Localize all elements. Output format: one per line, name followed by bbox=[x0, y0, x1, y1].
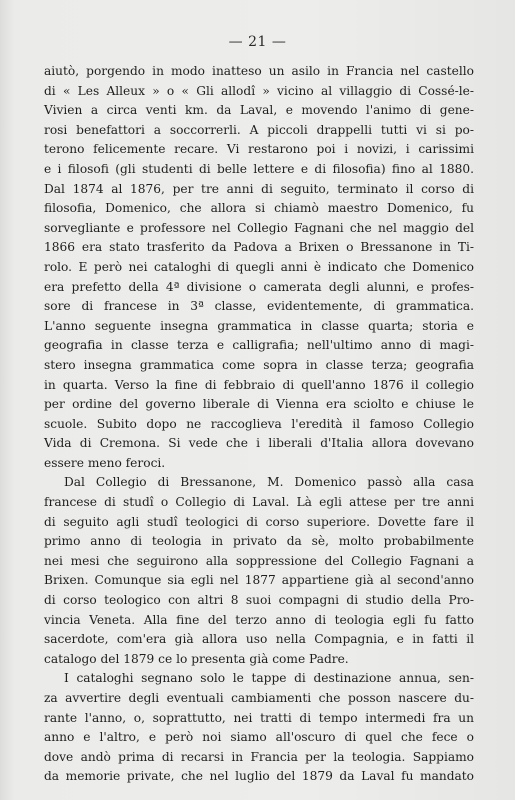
text-line: Vida di Cremona. Si vede che i liberali d'Italia allora dovevano bbox=[44, 436, 474, 451]
text-line: Brixen. Comunque sia egli nel 1877 appartiene già al second'anno bbox=[44, 573, 474, 588]
text-line: I cataloghi segnano solo le tappe di destinazione annua, sen- bbox=[64, 671, 474, 686]
page-number: — 21 — bbox=[228, 34, 287, 50]
text-line: stero insegna grammatica come sopra in classe terza; geografia bbox=[44, 357, 474, 372]
text-line: di corso teologico con altri 8 suoi compagni di studio della Pro- bbox=[44, 593, 474, 608]
text-line: Dal Collegio di Bressanone, M. Domenico passò alla casa bbox=[64, 475, 474, 490]
text-line: catalogo del 1879 ce lo presenta già come Padre. bbox=[44, 651, 349, 666]
text-line: terono felicemente recare. Vi restarono poi i novizi, i carissimi bbox=[44, 142, 474, 157]
text-line: Dal 1874 al 1876, per tre anni di seguito, terminato il corso di bbox=[44, 181, 474, 196]
text-line: e i filosofi (gli studenti di belle lettere e di filosofia) fino al 1880. bbox=[44, 161, 474, 176]
text-line: in quarta. Verso la fine di febbraio di quell'anno 1876 il collegio bbox=[44, 377, 474, 392]
text-line: scuole. Subito dopo ne raccoglieva l'eredità il famoso Collegio bbox=[44, 416, 474, 431]
paragraph-1 bbox=[44, 62, 474, 473]
text-line: era prefetto della 4ª divisione o camerata degli alunni, e profes- bbox=[44, 279, 474, 294]
text-line: rosi benefattori a soccorrerli. A piccoli drappelli tutti vi si po- bbox=[44, 122, 474, 137]
text-line: sorvegliante e professore nel Collegio Fagnani che nel maggio del bbox=[44, 220, 474, 235]
text-line: anno e l'altro, e però noi siamo all'oscuro di quel che fece o bbox=[44, 730, 474, 745]
text-line: filosofia, Domenico, che allora si chiamò maestro Domenico, fu bbox=[44, 201, 474, 216]
paragraph-2 bbox=[44, 473, 474, 669]
paragraph-3 bbox=[44, 669, 474, 787]
text-line: di seguito agli studî teologici di corso superiore. Dovette fare il bbox=[44, 514, 474, 529]
text-line: essere meno feroci. bbox=[44, 455, 166, 470]
text-line: nei mesi che seguirono alla soppressione del Collegio Fagnani a bbox=[44, 553, 474, 568]
text-line: 1866 era stato trasferito da Padova a Brixen o Bressanone in Ti- bbox=[44, 240, 474, 255]
text-line: primo anno di teologia in privato da sè, molto probabilmente bbox=[44, 534, 474, 549]
text-line: aiutò, porgendo in modo inatteso un asilo in Francia nel castello bbox=[44, 64, 474, 78]
text-line: rolo. E però nei cataloghi di quegli anni è indicato che Domenico bbox=[44, 259, 474, 274]
text-line: L'anno seguente insegna grammatica in classe quarta; storia e bbox=[44, 318, 474, 333]
text-line: Vivien a circa venti km. da Laval, e movendo l'animo di gene- bbox=[44, 103, 474, 118]
text-line: di « Les Alleux » o « Gli allodî » vicino al villaggio di Cossé-le- bbox=[44, 83, 474, 98]
text-line: sore di francese in 3ª classe, evidentemente, di grammatica. bbox=[44, 299, 474, 314]
text-line: francese di studî o Collegio di Laval. Là egli attese per tre anni bbox=[44, 495, 474, 510]
text-line: dove andò prima di recarsi in Francia per la teologia. Sappiamo bbox=[44, 749, 474, 764]
body-text bbox=[44, 62, 474, 787]
text-line: rante l'anno, o, soprattutto, nei tratti di tempo intermedi fra un bbox=[44, 710, 474, 725]
text-line: per ordine del governo liberale di Vienna era sciolto e chiuse le bbox=[44, 397, 474, 412]
text-line: geografia in classe terza e calligrafia; nell'ultimo anno di magi- bbox=[44, 338, 474, 353]
text-line: za avvertire degli eventuali cambiamenti che posson nascere du- bbox=[44, 691, 474, 705]
text-line: da memorie private, che nel luglio del 1879 da Laval fu mandato bbox=[44, 769, 474, 784]
text-line: sacerdote, com'era già allora uso nella Compagnia, e in fatti il bbox=[44, 632, 474, 647]
text-line: vincia Veneta. Alla fine del terzo anno di teologia egli fu fatto bbox=[44, 612, 474, 627]
